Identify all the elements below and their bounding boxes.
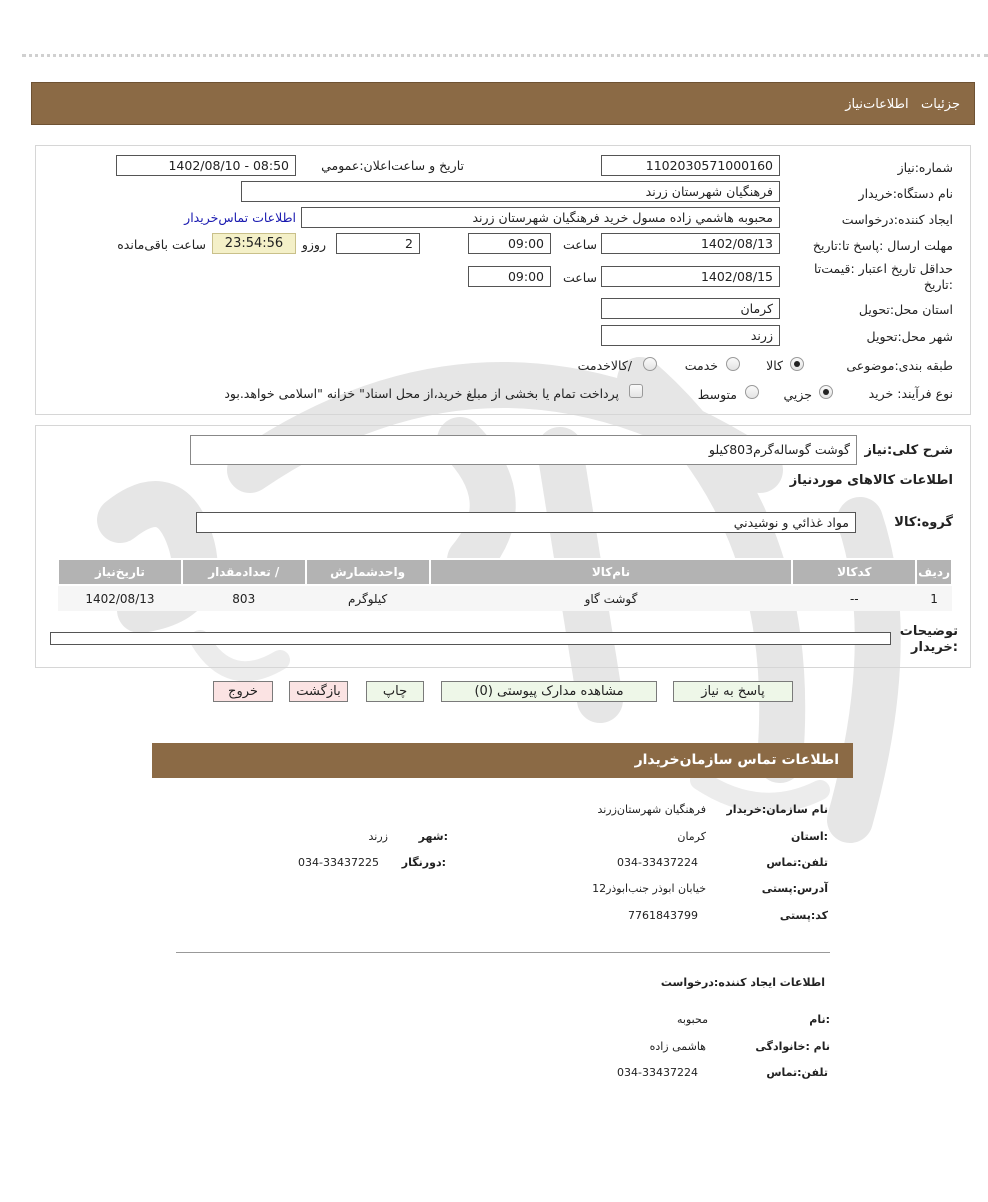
row-item-code: --	[792, 585, 916, 611]
process-radio-minor[interactable]	[819, 385, 833, 399]
creator-name-value: محبوبه	[677, 1013, 708, 1026]
creator-field: محبوبه هاشمي زاده مسول خريد فرهنگيان شهرستان زرند	[301, 207, 780, 228]
goods-group-label: گروه:کالا	[894, 515, 953, 530]
buyer-notes-field	[50, 632, 891, 645]
view-attachments-button[interactable]: مشاهده مدارک پیوستی (0)	[441, 681, 657, 702]
exit-button[interactable]: خروج	[213, 681, 273, 702]
contact-province-label: :استان	[791, 830, 828, 843]
process-label: نوع فرآیند: خرید	[868, 386, 953, 401]
creator-phone-label: تلفن:تماس	[766, 1066, 828, 1079]
buyer-notes-label: توضیحات :خریدار	[899, 624, 958, 655]
days-field: 2	[336, 233, 420, 254]
contact-province-value: کرمان	[677, 830, 706, 843]
category-option-service: خدمت	[684, 358, 718, 373]
remaining-time-display: 23:54:56	[212, 233, 296, 254]
province-field: کرمان	[601, 298, 780, 319]
category-radio-goods[interactable]	[790, 357, 804, 371]
creator-label: ایجاد کننده:درخواست	[841, 212, 953, 227]
validity-hour-label: ساعت	[562, 270, 597, 285]
need-number-field: 1102030571000160	[601, 155, 780, 176]
col-item-name: نام‌کالا	[430, 559, 793, 585]
remaining-label: ساعت باقی‌مانده	[117, 237, 206, 252]
deadline-label: مهلت ارسال :پاسخ تا:تاریخ	[812, 238, 953, 253]
contact-phone-label: تلفن:تماس	[766, 856, 828, 869]
contact-phone-value: 034-33437224	[617, 856, 698, 869]
header-title-info: اطلاعات‌نیاز	[845, 97, 909, 112]
goods-group-field: مواد غذائي و نوشيدني	[196, 512, 856, 533]
announce-field: 1402/08/10 - 08:50	[116, 155, 296, 176]
row-item-name: گوشت گاو	[430, 585, 793, 611]
page-header-bar	[31, 82, 975, 125]
contact-address-value: خیابان ابوذر جنب‌ابوذر12	[592, 882, 706, 895]
contact-org-label: نام سازمان:خریدار	[726, 803, 828, 816]
need-summary-field: گوشت گوساله‌گرم803کیلو	[190, 435, 857, 465]
contact-postal-value: 7761843799	[628, 909, 698, 922]
category-option-goods: کالا	[766, 358, 783, 373]
creator-info-title: اطلاعات ایجاد کننده:درخواست	[660, 976, 825, 989]
row-number: 1	[916, 585, 952, 611]
need-summary-label: شرح کلی:نیاز	[864, 443, 953, 458]
goods-table	[57, 558, 953, 611]
contact-fax-label: :دورنگار	[401, 856, 446, 869]
validity-date-field: 1402/08/15	[601, 266, 780, 287]
goods-info-title: اطلاعات کالاهای موردنیاز	[789, 473, 953, 488]
print-button[interactable]: چاپ	[366, 681, 424, 702]
deadline-hour-label: ساعت	[562, 237, 597, 252]
province-label: استان محل:تحویل	[858, 302, 953, 317]
contact-postal-label: کد:پستی	[779, 909, 828, 922]
buyer-org-label: نام دستگاه:خریدار	[858, 186, 953, 201]
top-dotted-divider	[22, 54, 988, 57]
category-label: طبقه بندی:موضوعی	[846, 358, 953, 373]
header-title-details: جزئیات	[921, 97, 960, 112]
row-need-date: 1402/08/13	[58, 585, 182, 611]
goods-table-header-row	[58, 559, 952, 585]
row-quantity: 803	[182, 585, 306, 611]
reply-to-need-button[interactable]: پاسخ به نیاز	[673, 681, 793, 702]
days-label: روزو	[301, 237, 326, 252]
buyer-contact-header	[152, 743, 853, 778]
creator-name-label: :نام	[809, 1013, 830, 1026]
col-unit: واحدشمارش	[306, 559, 430, 585]
col-need-date: تاریخ‌نیاز	[58, 559, 182, 585]
validity-time-field: 09:00	[468, 266, 551, 287]
process-option-medium: متوسط	[697, 387, 737, 402]
col-row-number: ردیف	[916, 559, 952, 585]
contact-city-value: زرند	[368, 830, 388, 843]
creator-phone-value: 034-33437224	[617, 1066, 698, 1079]
treasury-payment-checkbox[interactable]	[629, 384, 643, 398]
announce-label: تاریخ و ساعت‌اعلان:عمومي	[321, 158, 464, 173]
need-number-label: شماره:نیاز	[897, 160, 953, 175]
category-radio-service[interactable]	[726, 357, 740, 371]
creator-family-value: هاشمی زاده	[649, 1040, 706, 1053]
process-option-minor: جزيي	[783, 387, 812, 402]
category-option-both: /کالاخدمت	[577, 358, 632, 373]
back-button[interactable]: بازگشت	[289, 681, 348, 702]
process-radio-medium[interactable]	[745, 385, 759, 399]
city-label: شهر محل:تحویل	[866, 329, 953, 344]
city-field: زرند	[601, 325, 780, 346]
row-unit: کیلوگرم	[306, 585, 430, 611]
buyer-org-field: فرهنگيان شهرستان زرند	[241, 181, 780, 202]
col-quantity: / تعدادمقدار	[182, 559, 306, 585]
table-row	[58, 585, 952, 611]
treasury-payment-note: پرداخت تمام یا بخشی از مبلغ خرید،از محل اسناد" خزانه "اسلامی خواهد.بود	[224, 386, 619, 401]
buyer-contact-link[interactable]: اطلاعات تماس‌خریدار	[184, 210, 296, 225]
buyer-contact-title: اطلاعات تماس سازمان‌خریدار	[634, 752, 839, 768]
col-item-code: کدکالا	[792, 559, 916, 585]
creator-family-label: نام :خانوادگی	[755, 1040, 830, 1053]
contact-address-label: آدرس:پستی	[761, 882, 828, 895]
deadline-date-field: 1402/08/13	[601, 233, 780, 254]
validity-label: حداقل تاریخ اعتبار :قیمت‌تا :تاریخ	[813, 261, 953, 292]
category-radio-both[interactable]	[643, 357, 657, 371]
contact-fax-value: 034-33437225	[298, 856, 379, 869]
deadline-time-field: 09:00	[468, 233, 551, 254]
contact-divider	[176, 952, 830, 953]
contact-city-label: :شهر	[418, 830, 448, 843]
contact-org-value: فرهنگیان شهرستان‌زرند	[597, 803, 706, 816]
